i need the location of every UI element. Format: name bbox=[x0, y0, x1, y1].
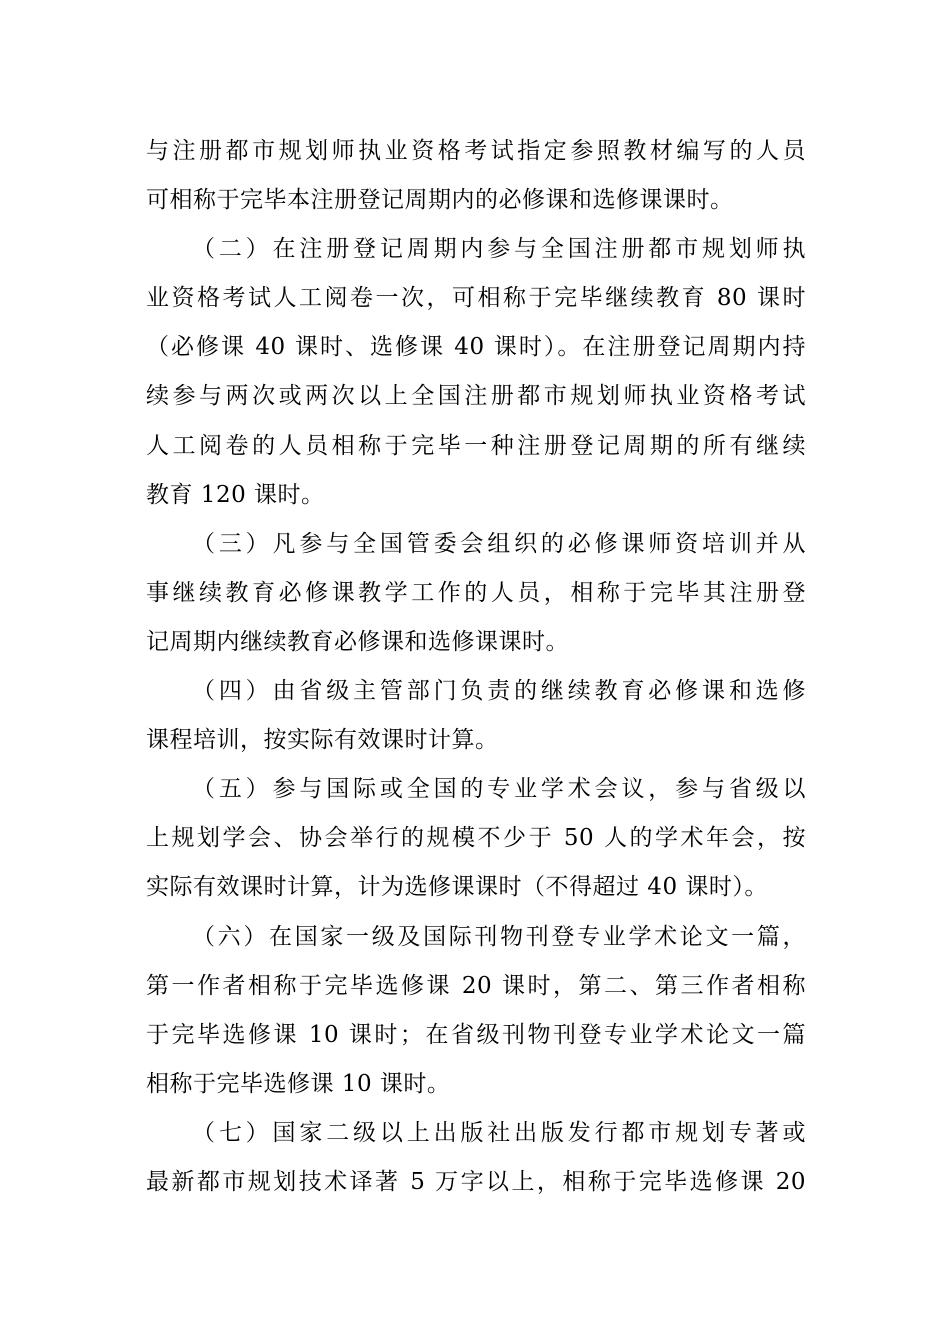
text-line: （四）由省级主管部门负责的继续教育必修课和选修 bbox=[192, 678, 806, 705]
text-line: 教育 120 课时。 bbox=[146, 481, 325, 508]
text-line: 续参与两次或两次以上全国注册都市规划师执业资格考试 bbox=[146, 383, 806, 410]
text-line: （必修课 40 课时、选修课 40 课时）。在注册登记周期内持 bbox=[146, 334, 806, 361]
text-line: 与注册都市规划师执业资格考试指定参照教材编写的人员 bbox=[146, 138, 806, 164]
text-line: 课程培训，按实际有效课时计算。 bbox=[146, 727, 499, 754]
text-line: 人工阅卷的人员相称于完毕一种注册登记周期的所有继续 bbox=[146, 432, 806, 459]
text-line: 实际有效课时计算，计为选修课课时（不得超过 40 课时）。 bbox=[146, 874, 768, 901]
text-line: （六）在国家一级及国际刊物刊登专业学术论文一篇， bbox=[192, 923, 806, 950]
text-line: （五）参与国际或全国的专业学术会议，参与省级以 bbox=[192, 776, 806, 803]
text-line: （三）凡参与全国管委会组织的必修课师资培训并从 bbox=[192, 530, 806, 557]
text-line: （二）在注册登记周期内参与全国注册都市规划师执 bbox=[192, 236, 806, 263]
text-line: 相称于完毕选修课 10 课时。 bbox=[146, 1070, 451, 1097]
text-line: 上规划学会、协会举行的规模不少于 50 人的学术年会，按 bbox=[146, 825, 806, 852]
text-line: 第一作者相称于完毕选修课 20 课时，第二、第三作者相称 bbox=[146, 972, 806, 999]
text-line: 业资格考试人工阅卷一次，可相称于完毕继续教育 80 课时 bbox=[146, 285, 806, 312]
text-line: 于完毕选修课 10 课时；在省级刊物刊登专业学术论文一篇 bbox=[146, 1021, 806, 1048]
document-body bbox=[146, 127, 806, 1207]
text-line: 记周期内继续教育必修课和选修课课时。 bbox=[146, 628, 569, 655]
text-line: 最新都市规划技术译著 5 万字以上，相称于完毕选修课 20 bbox=[146, 1168, 806, 1195]
text-line: （七）国家二级以上出版社出版发行都市规划专著或 bbox=[192, 1119, 806, 1146]
text-line: 事继续教育必修课教学工作的人员，相称于完毕其注册登 bbox=[146, 579, 806, 606]
text-line: 可相称于完毕本注册登记周期内的必修课和选修课课时。 bbox=[146, 187, 734, 214]
